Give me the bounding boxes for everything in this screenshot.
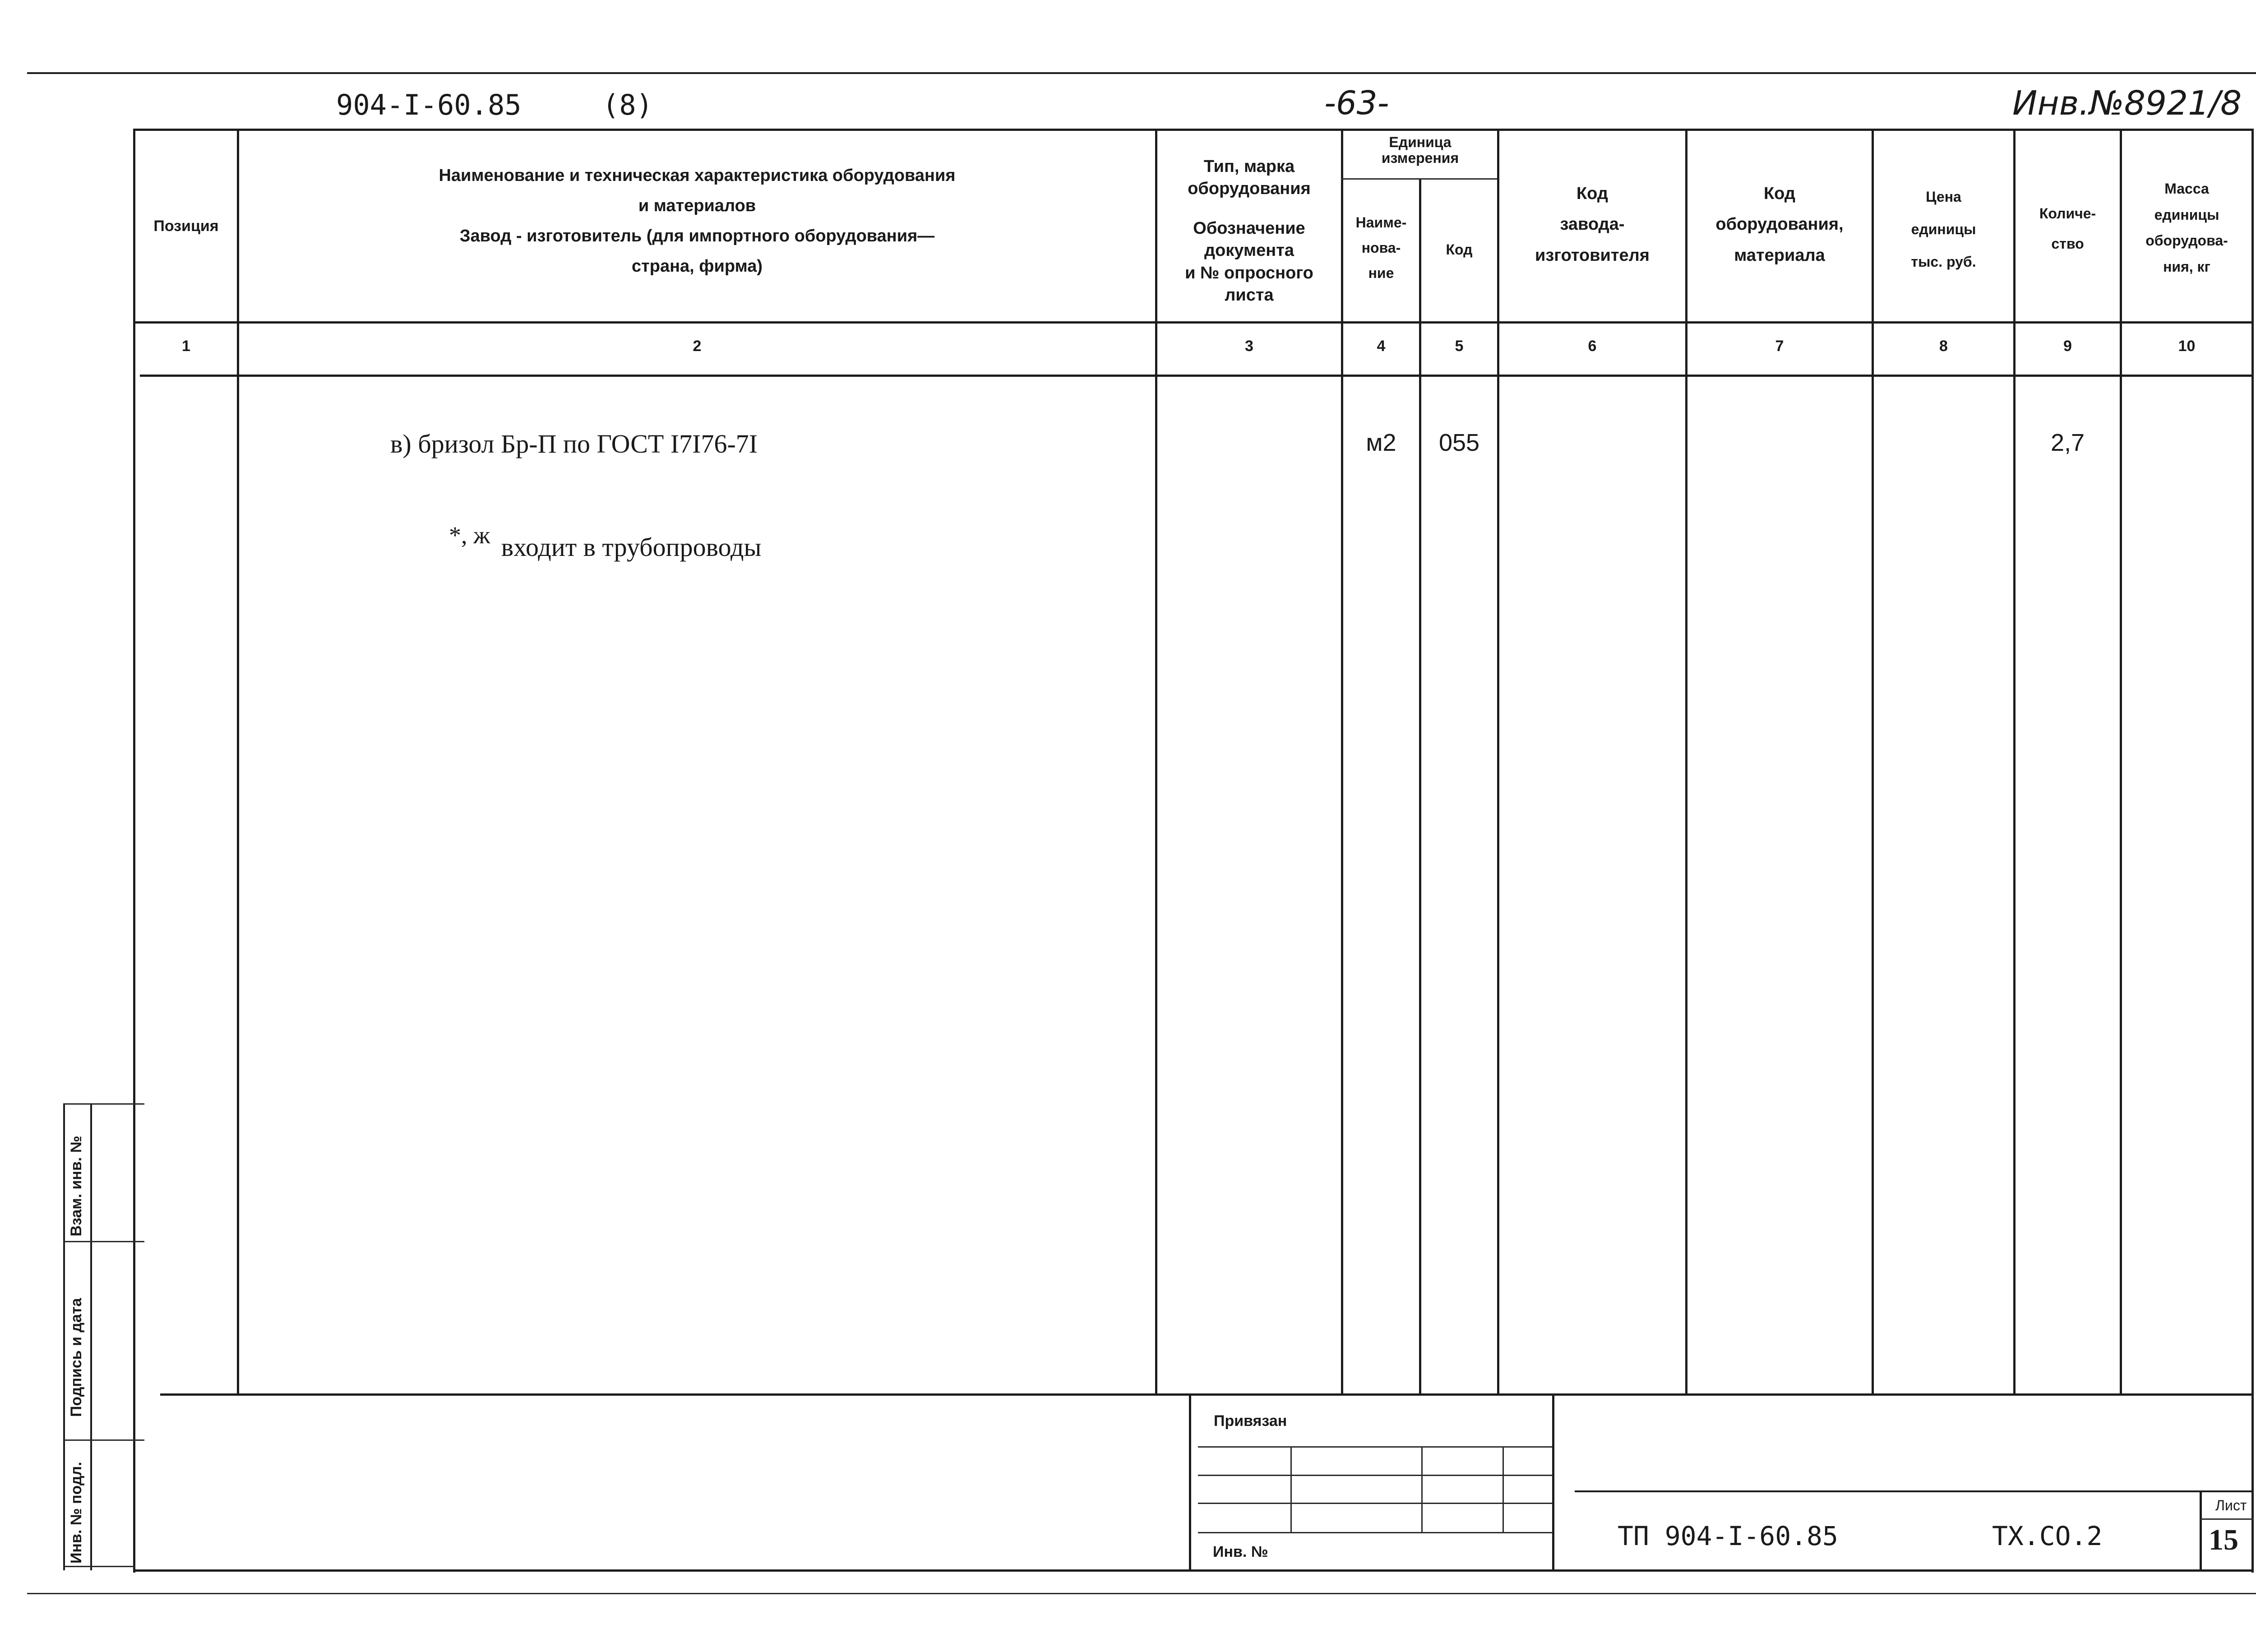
header-equipment-line2: оборудования, [1715, 215, 1844, 234]
column-number-2: 2 [693, 338, 702, 355]
side-stamp-div1 [63, 1241, 144, 1242]
header-factory-line1: Код [1576, 184, 1609, 203]
side-label-replace-inv: Взам. инв. № [68, 1135, 85, 1236]
header-mass-line1: Масса [2164, 180, 2209, 197]
header-price-line3: тыс. руб. [1911, 254, 1976, 270]
header-factory-code [1499, 178, 1685, 271]
row-item-name: в) бризол Бр-П по ГОСТ I7I76-7I [390, 429, 758, 458]
header-unit-name-line1: Наиме- [1355, 214, 1407, 231]
column-number-10: 10 [2178, 338, 2196, 355]
header-mass [2122, 176, 2251, 280]
row-quantity: 2,7 [2050, 429, 2085, 456]
side-stamp-bottom [63, 1566, 135, 1567]
header-name-line3: Завод - изготовитель (для импортного оборудования— [459, 226, 935, 245]
header-unit-line1: Единица [1389, 134, 1452, 150]
column-number-1: 1 [182, 338, 190, 355]
column-number-5: 5 [1455, 338, 1464, 355]
header-type-line2: оборудования [1188, 179, 1311, 199]
header-quantity-line2: ство [2051, 236, 2084, 252]
col-sep-2 [1155, 129, 1157, 1394]
header-bottom-line [133, 321, 2254, 324]
side-stamp-mid [90, 1103, 92, 1570]
sheet-number: 15 [2209, 1523, 2238, 1556]
header-mass-line3: оборудова- [2145, 232, 2228, 249]
header-type-line1: Тип, марка [1203, 157, 1295, 176]
header-position: Позиция [153, 217, 219, 235]
bound-grid-h1 [1198, 1446, 1552, 1448]
inventory-number: Инв.№8921/8 [2012, 84, 2242, 123]
header-name-block [239, 162, 1155, 280]
header-quantity-line1: Количе- [2039, 205, 2096, 222]
sheet-box-left [2200, 1490, 2202, 1569]
top-border-line [27, 72, 2256, 74]
bound-grid-v2 [1421, 1446, 1423, 1532]
bound-grid-h2 [1198, 1475, 1552, 1476]
side-stamp-top [63, 1103, 144, 1105]
col-sep-8 [2013, 129, 2016, 1394]
row-unit-code: 055 [1438, 429, 1480, 456]
header-equipment-code [1687, 178, 1872, 271]
bound-label: Привязан [1214, 1412, 1287, 1430]
header-unit-group [1343, 134, 1497, 166]
page-bottom-line [27, 1593, 2256, 1594]
footnote-mark: *, ж [449, 522, 490, 549]
header-unit-name-line2: нова- [1361, 240, 1401, 256]
document-mark: ТХ.СО.2 [1992, 1521, 2103, 1551]
bound-grid-v3 [1502, 1446, 1504, 1532]
sheet-label: Лист [2215, 1497, 2247, 1513]
project-designation: ТП 904-I-60.85 [1618, 1521, 1838, 1551]
number-row-bottom-line [140, 375, 2251, 377]
column-number-6: 6 [1588, 338, 1597, 355]
header-top-line [133, 129, 2254, 131]
col-sep-7 [1872, 129, 1874, 1394]
header-equipment-line3: материала [1734, 245, 1825, 265]
bound-grid-h3 [1198, 1503, 1552, 1504]
col-sep-9 [2120, 129, 2122, 1394]
header-unit-line2: измерения [1381, 150, 1459, 167]
column-number-4: 4 [1377, 338, 1386, 355]
header-type-block [1157, 156, 1341, 306]
header-factory-line2: завода- [1560, 215, 1625, 234]
bound-grid-h4 [1198, 1532, 1552, 1533]
col-sep-3 [1341, 129, 1343, 1394]
side-stamp-div2 [63, 1439, 144, 1441]
bound-block-left [1189, 1394, 1191, 1570]
bound-block-right [1552, 1394, 1554, 1570]
sheet-box-divider [2200, 1518, 2254, 1520]
body-bottom-line [160, 1393, 2254, 1396]
side-label-signature-date: Подпись и дата [68, 1298, 85, 1417]
header-type-line4: документа [1204, 241, 1294, 260]
column-number-8: 8 [1939, 338, 1948, 355]
header-name-line4: страна, фирма) [631, 256, 763, 276]
header-unit-name [1343, 210, 1419, 286]
col-sep-1 [237, 129, 239, 1394]
header-factory-line3: изготовителя [1535, 245, 1650, 265]
column-number-3: 3 [1245, 338, 1253, 355]
col-sep-5 [1497, 129, 1499, 1394]
header-type-line3: Обозначение [1193, 218, 1305, 238]
bound-grid-v1 [1290, 1446, 1292, 1532]
header-mass-line4: ния, кг [2163, 258, 2210, 275]
page-number: -63- [1324, 84, 1389, 122]
side-label-original-inv: Инв. № подл. [68, 1462, 85, 1564]
header-mass-line2: единицы [2154, 206, 2219, 223]
header-name-line2: и материалов [638, 196, 756, 215]
frame-right-border [2251, 129, 2254, 1573]
inv-number-label: Инв. № [1213, 1543, 1268, 1560]
footnote [449, 521, 762, 562]
footnote-text: входит в трубопроводы [501, 532, 762, 562]
header-price-line2: единицы [1911, 221, 1976, 237]
header-unit-name-line3: ние [1368, 265, 1394, 281]
header-type-line6: листа [1225, 285, 1274, 305]
sheet-part: (8) [602, 88, 653, 121]
unit-group-divider [1341, 178, 1497, 180]
side-stamp-left [63, 1103, 65, 1570]
title-block-top [1575, 1490, 2254, 1492]
row-unit-name: м2 [1366, 429, 1396, 456]
header-equipment-line1: Код [1763, 184, 1796, 203]
column-number-7: 7 [1775, 338, 1784, 355]
header-unit-code: Код [1446, 241, 1473, 258]
col-sep-4 [1419, 178, 1421, 1394]
col-sep-6 [1685, 129, 1687, 1394]
header-type-line5: и № опросного [1185, 263, 1313, 282]
header-price [1874, 180, 2013, 278]
frame-bottom-line [133, 1569, 2254, 1572]
header-name-line1: Наименование и техническая характеристика оборудования [439, 166, 956, 185]
column-number-9: 9 [2063, 338, 2072, 355]
document-code: 904-I-60.85 [336, 88, 522, 121]
header-price-line1: Цена [1926, 189, 1961, 205]
header-quantity [2016, 199, 2120, 259]
